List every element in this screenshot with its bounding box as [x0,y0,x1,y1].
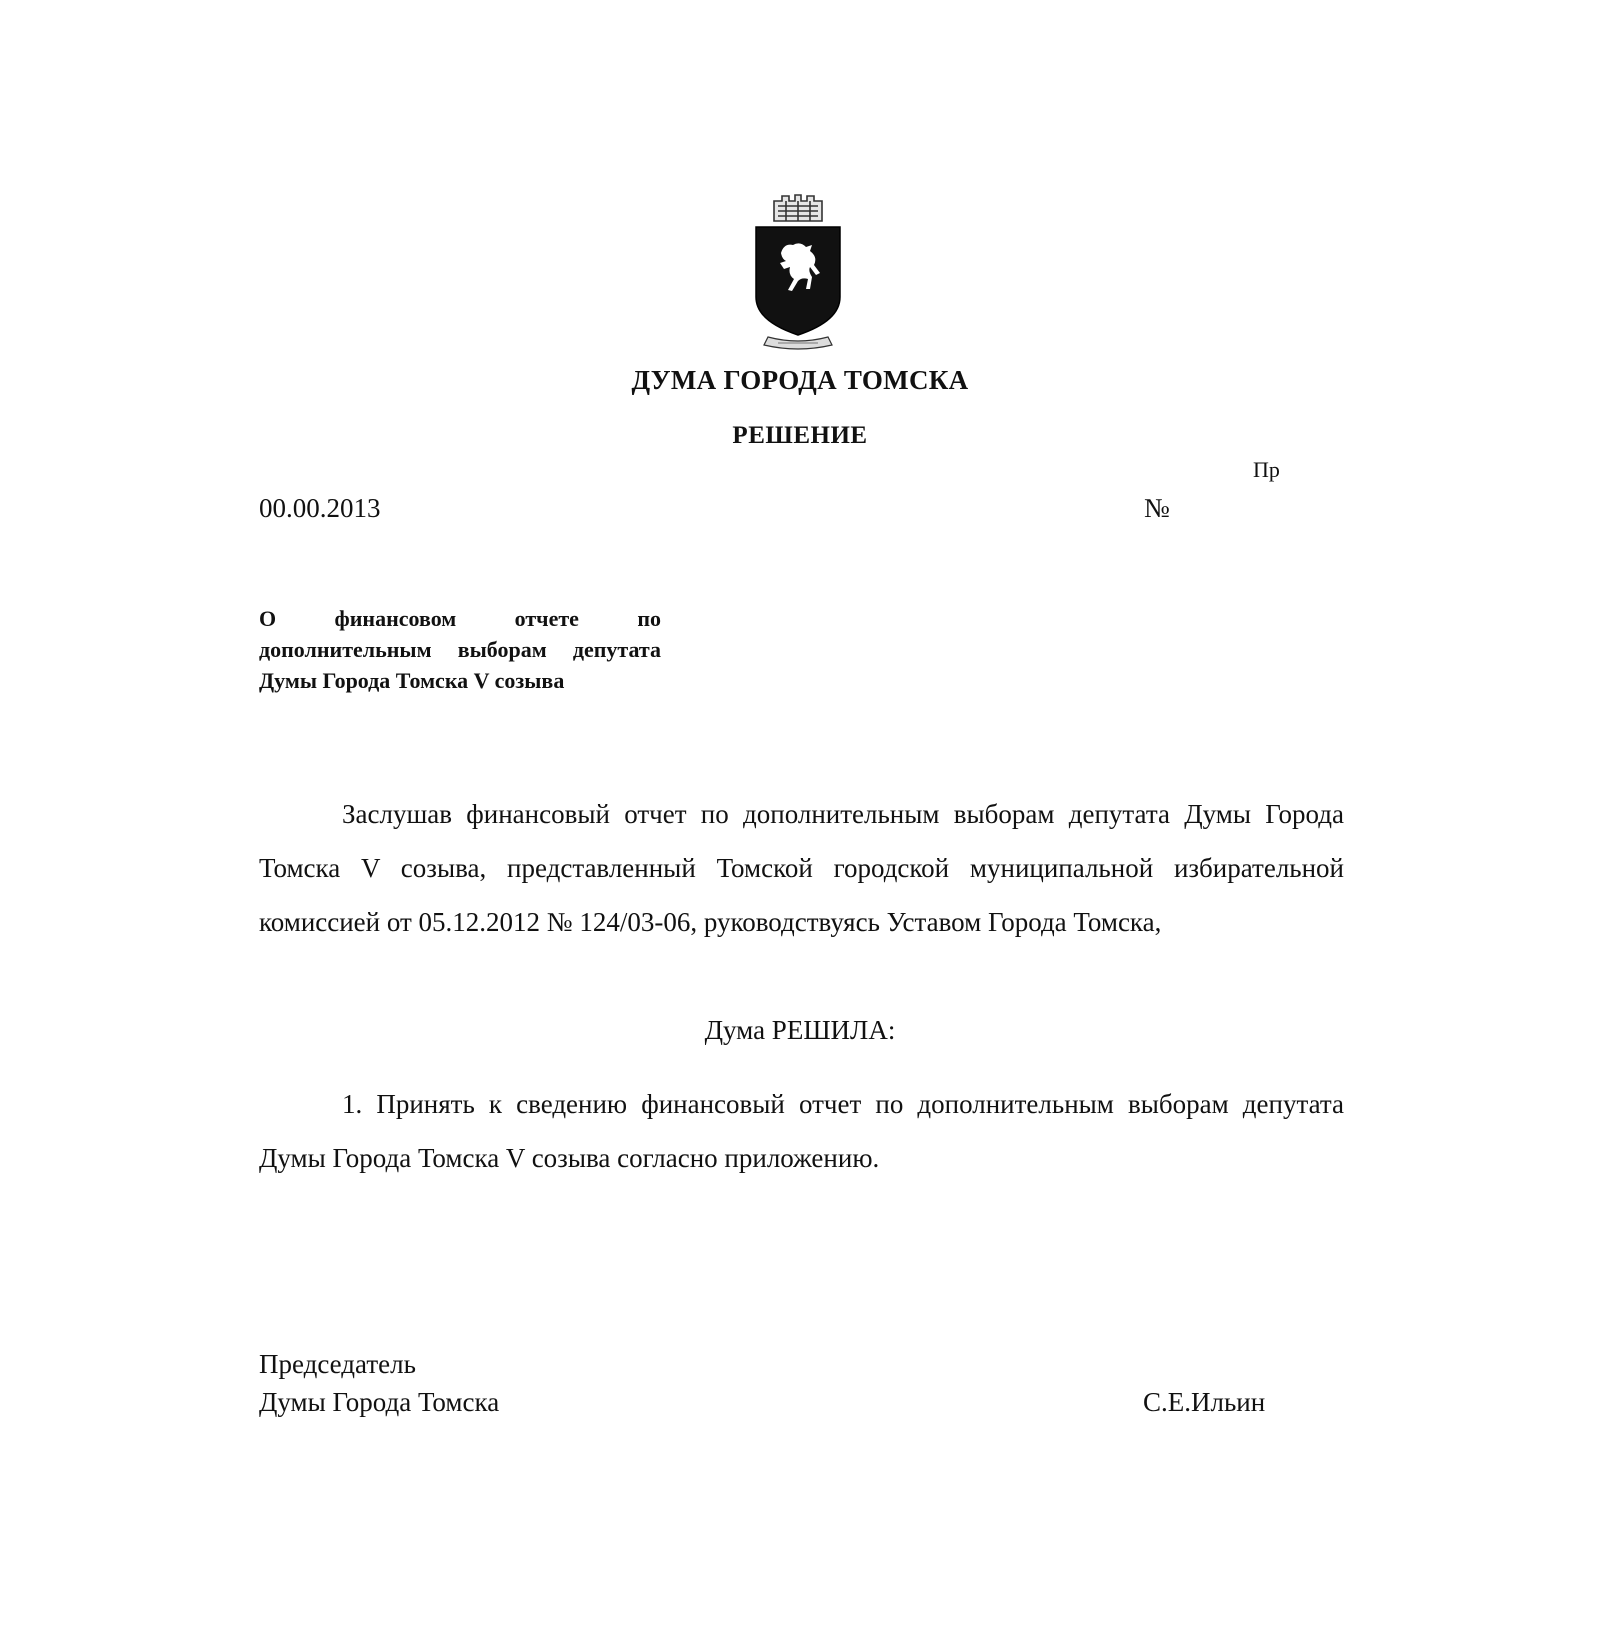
resolution-item-1: 1. Принять к сведению финансовый отчет по дополнительным выборам депутата Думы Города Томска V созыва согласно приложению. [259,1089,1344,1173]
document-number-label: № [1144,493,1170,523]
resolved-heading: Дума РЕШИЛА: [704,1015,896,1045]
signatory-title-line-2: Думы Города Томска [259,1387,500,1417]
coat-of-arms-icon [748,193,848,353]
document-subject: О финансовом отчете по дополнительным выборам депутата Думы Города Томска V созыва [259,606,661,693]
preamble-block [259,787,1344,949]
project-mark: Пр [1253,457,1280,482]
preamble-paragraph: Заслушав финансовый отчет по дополнительным выборам депутата Думы Города Томска V созыва, представленный Томской городской муниципальной избирательной комиссией от 05.12.2012 № 124/03-06, руководствуясь Уставом Города Томска, [259,799,1344,937]
signatory-name: С.Е.Ильин [1143,1387,1266,1417]
document-date: 00.00.2013 [259,493,381,523]
document-type: РЕШЕНИЕ [732,422,868,449]
signatory-title [259,1345,499,1421]
signatory-title-line-1: Председатель [259,1349,416,1379]
organization-title: ДУМА ГОРОДА ТОМСКА [631,365,969,395]
